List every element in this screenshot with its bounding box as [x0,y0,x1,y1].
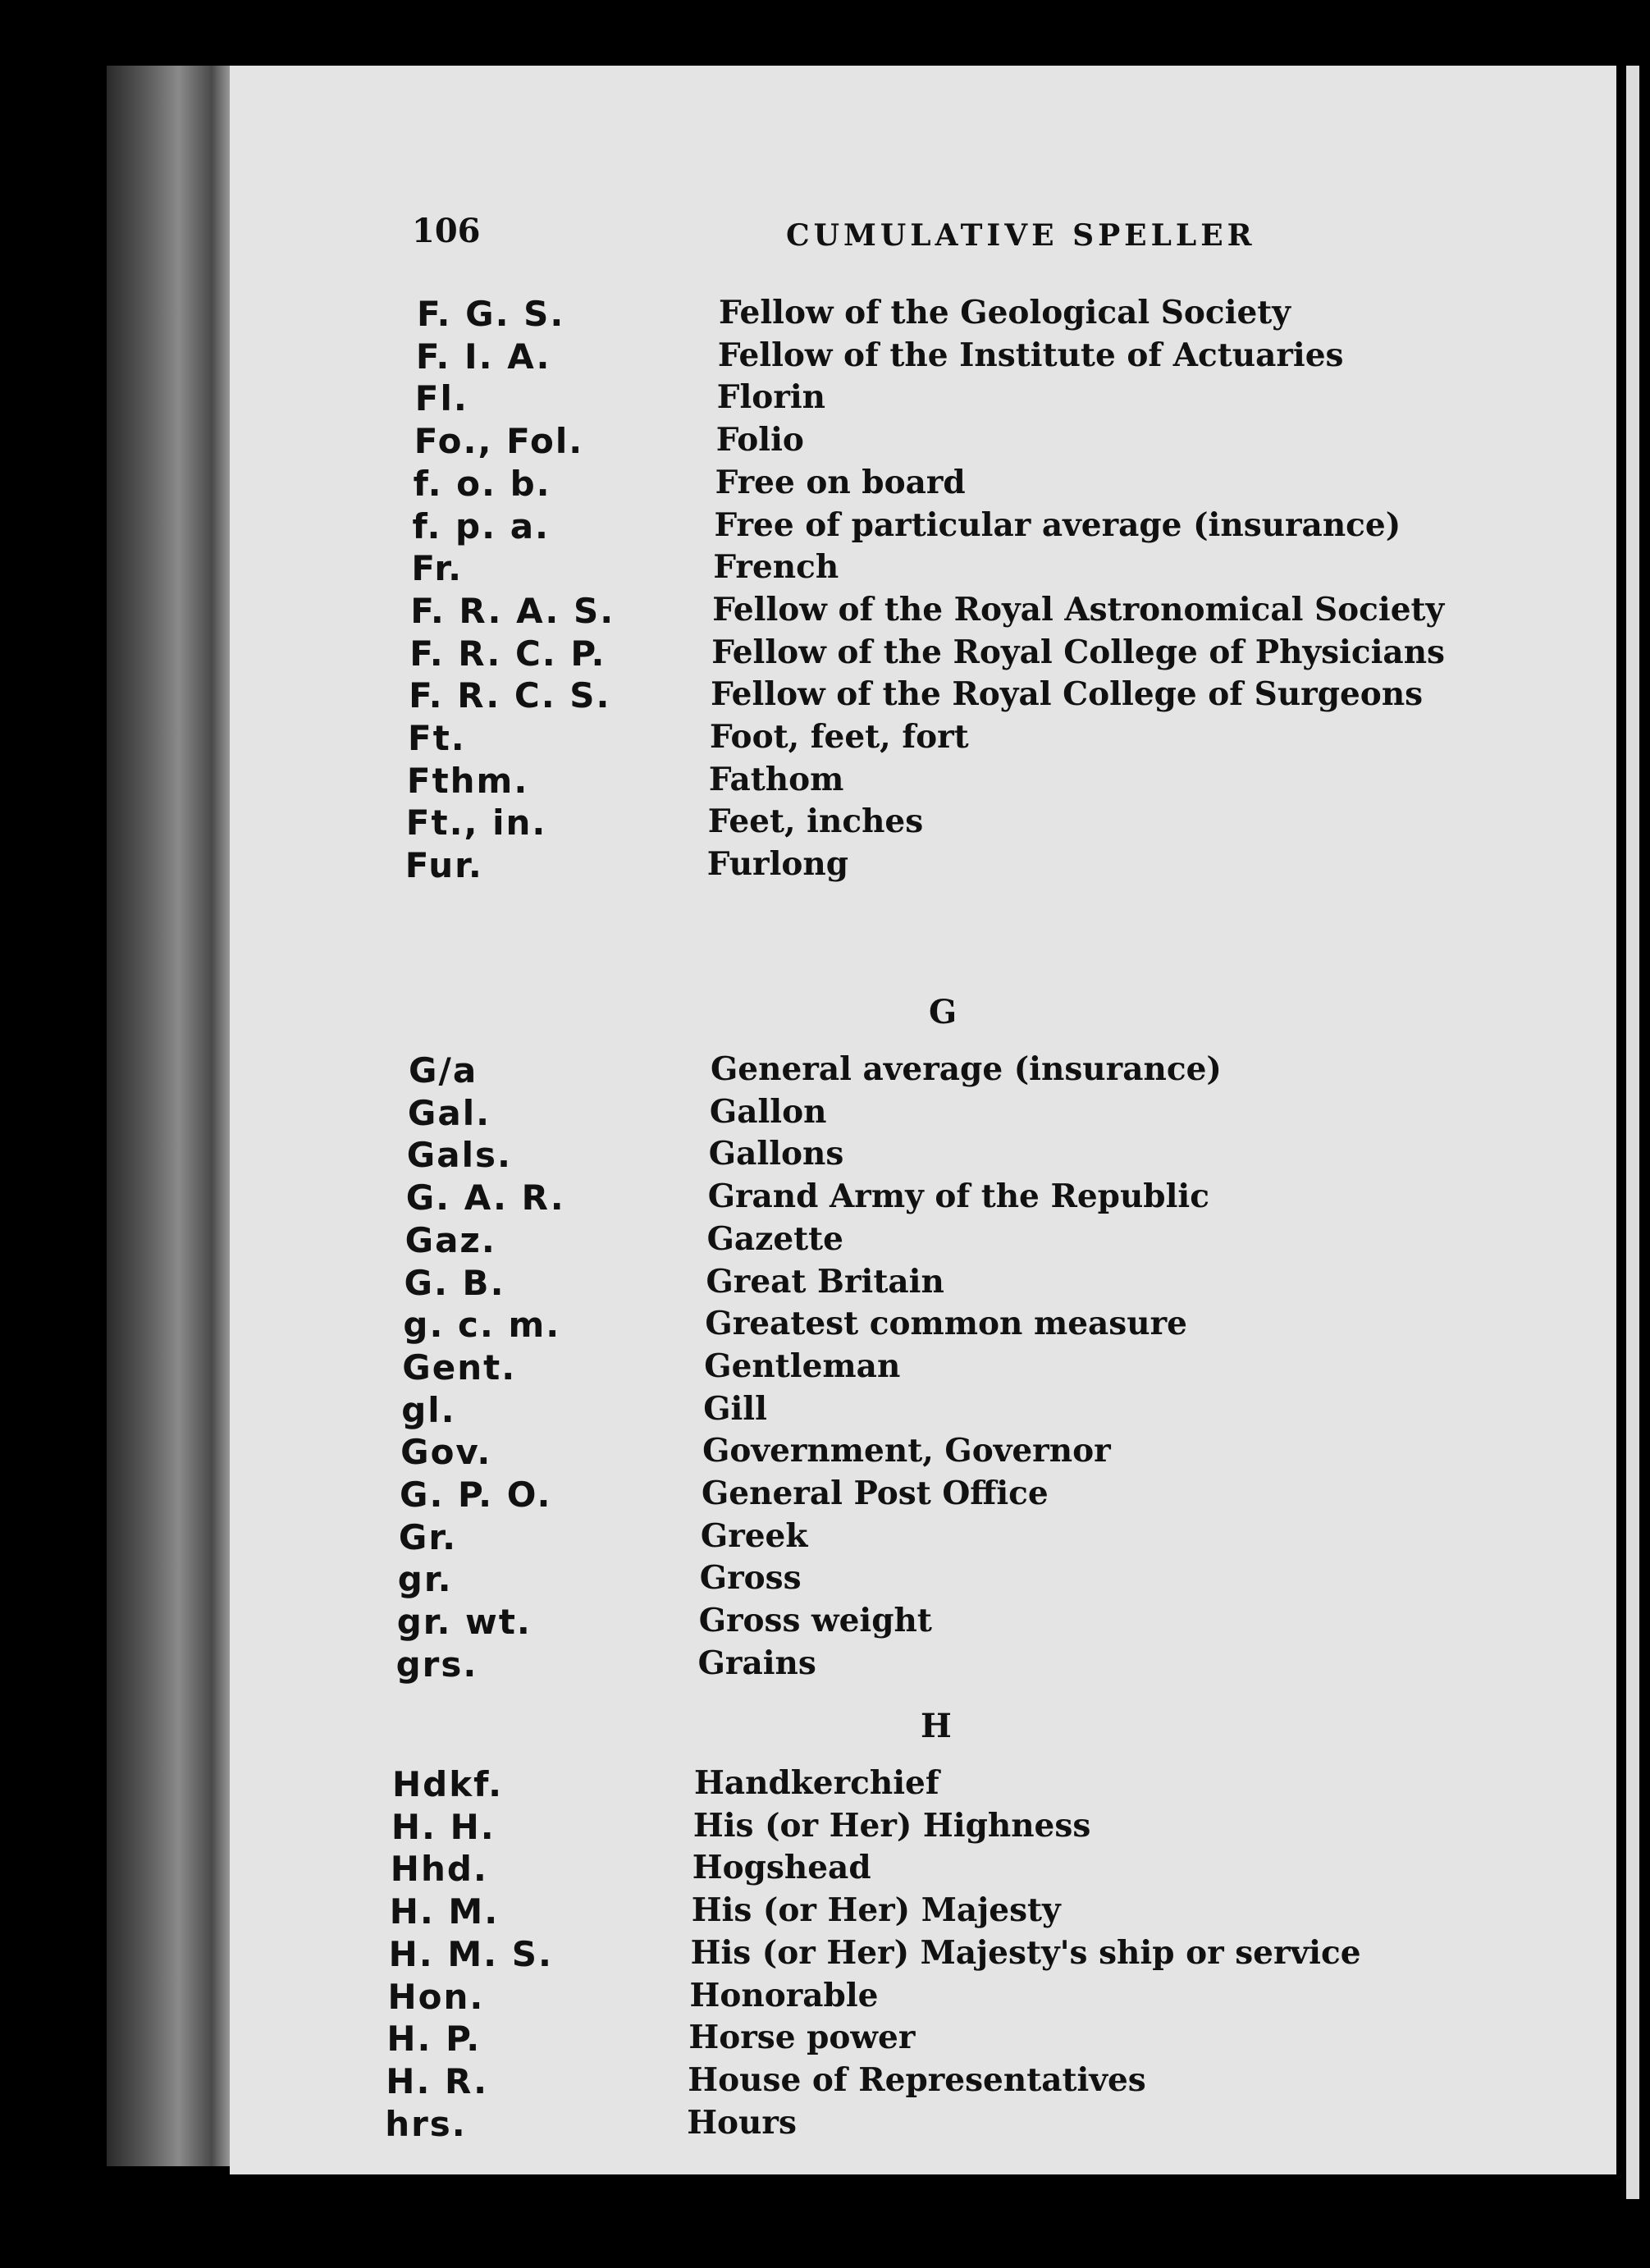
abbreviation: G. B. [404,1262,505,1303]
abbreviation: Gr. [398,1516,458,1557]
book-page [230,66,1616,2174]
list-item [405,1263,1471,1305]
list-item [403,1305,1469,1347]
list-item [411,548,1478,591]
abbreviation-meaning: Folio [715,421,804,460]
abbreviation-meaning: Feet, inches [707,802,924,841]
abbreviation-meaning: Honorable [689,1976,879,2014]
list-item [407,761,1474,803]
abbreviation: Ft. [408,718,466,758]
abbreviation: Gal. [407,1092,491,1133]
abbreviation-meaning: Free on board [715,463,966,501]
abbreviation-meaning: General average (insurance) [711,1050,1222,1088]
abbreviation: hrs. [385,2103,467,2144]
abbreviation-meaning: His (or Her) Majesty's ship or service [690,1933,1361,1972]
list-item [414,421,1481,464]
abbreviation-meaning: Gallon [709,1092,827,1131]
abbreviation: gl. [401,1389,456,1430]
list-item [417,294,1483,336]
abbreviation: F. R. C. S. [409,675,611,716]
abbreviation-meaning: Foot, feet, fort [710,718,969,756]
list-item [399,1517,1465,1560]
abbreviation: f. p. a. [412,505,550,546]
abbreviation: F. R. C. P. [409,633,606,674]
abbreviation-meaning: His (or Her) Majesty [691,1891,1061,1930]
list-item [408,718,1474,761]
list-item [402,1347,1469,1390]
list-item [409,633,1476,676]
abbreviation-meaning: Gross weight [698,1602,932,1640]
list-item [405,1220,1472,1263]
abbreviation: Gent. [402,1347,517,1388]
abbreviation-meaning: Free of particular average (insurance) [714,505,1401,544]
abbreviation-meaning: His (or Her) Highness [692,1806,1091,1845]
list-item [408,1093,1474,1136]
abbreviation-meaning: Gentleman [704,1347,901,1385]
list-item [390,1891,1456,1934]
abbreviation: f. o. b. [413,463,551,504]
abbreviation-meaning: Fellow of the Royal College of Surgeons [711,675,1424,714]
list-item [397,1602,1464,1644]
abbreviation-meaning: Fellow of the Geological Society [719,294,1291,332]
abbreviation: gr. wt. [396,1602,532,1643]
abbreviation: Hhd. [390,1849,488,1890]
list-item [400,1475,1466,1517]
abbreviation: Gaz. [405,1219,496,1260]
abbreviation: H. P. [386,2019,482,2060]
abbreviation-meaning: Grand Army of the Republic [707,1177,1209,1216]
list-item [406,802,1473,845]
page-edge [1626,66,1639,2199]
abbreviation: Fthm. [406,760,529,801]
list-item [410,591,1477,633]
list-item [386,2061,1452,2104]
list-item [407,1135,1474,1177]
abbreviation-meaning: Greek [700,1516,808,1555]
abbreviation-meaning: Fellow of the Institute of Actuaries [717,336,1344,374]
abbreviation: gr. [397,1559,453,1600]
list-item [391,1807,1458,1850]
list-item [389,1934,1456,1977]
abbreviation-meaning: Grains [697,1644,816,1682]
list-item [388,1977,1455,2019]
abbreviation: Fo., Fol. [414,421,584,462]
abbreviation-meaning: Horse power [688,2019,916,2057]
abbreviation-meaning: French [713,548,839,587]
list-item [414,464,1480,506]
list-item [415,378,1482,421]
abbreviation: Gals. [406,1135,512,1176]
abbreviation: Hdkf. [392,1764,504,1804]
abbreviation: G. P. O. [400,1475,552,1515]
abbreviation: Fr. [411,548,464,589]
book-spine [107,66,238,2166]
abbreviation: H. R. [386,2060,489,2101]
abbreviation-meaning: Fellow of the Royal Astronomical Society [712,590,1445,629]
abbreviation-meaning: Government, Governor [702,1432,1111,1470]
abbreviation-meaning: Gill [703,1389,767,1428]
list-item [398,1559,1465,1602]
abbreviation-meaning: Gallons [708,1135,844,1173]
abbreviation: H. H. [391,1806,496,1847]
list-item [396,1644,1463,1687]
abbreviation: g. c. m. [403,1305,561,1346]
abbreviation-meaning: Hogshead [692,1849,871,1887]
list-item [409,1050,1475,1093]
abbreviation-meaning: Florin [716,378,826,417]
abbreviation: Hon. [387,1976,485,2017]
abbreviation-meaning: Furlong [706,845,849,884]
section-letter-h: H [921,1707,952,1745]
abbreviation: G/a [409,1050,478,1091]
abbreviation-meaning: Gross [699,1559,802,1598]
abbreviation: F. G. S. [417,294,565,334]
abbreviation: Fur. [405,845,483,886]
abbreviation-meaning: Great Britain [706,1262,944,1301]
abbreviation-meaning: General Post Office [702,1475,1049,1512]
abbreviation-meaning: Hours [687,2103,797,2142]
abbreviation: H. M. [389,1891,500,1932]
list-item [416,336,1483,379]
abbreviation-meaning: Fellow of the Royal College of Physicians [711,633,1446,671]
abbreviation: H. M. S. [388,1933,553,1974]
list-item [413,506,1479,549]
abbreviation: G. A. R. [405,1177,565,1219]
running-head: CUMULATIVE SPELLER [786,218,1256,253]
section-letter-g: G [929,993,958,1031]
page-number: 106 [412,212,481,250]
abbreviation: Ft., in. [405,802,547,844]
list-item [400,1432,1467,1475]
abbreviation: Fl. [414,378,468,419]
abbreviation-meaning: Greatest common measure [705,1305,1187,1343]
list-item [409,675,1475,718]
abbreviation-meaning: Gazette [706,1219,843,1258]
list-item [406,1177,1473,1220]
abbreviation: F. I. A. [415,336,551,377]
list-item [401,1390,1468,1433]
abbreviation-meaning: Handkerchief [694,1764,939,1802]
list-item [405,845,1472,888]
abbreviation: Gov. [400,1432,492,1473]
list-item [391,1849,1457,1891]
abbreviation-meaning: Fathom [708,760,844,798]
abbreviation-meaning: House of Representatives [688,2060,1146,2099]
list-item [385,2104,1451,2147]
list-item [392,1764,1459,1807]
abbreviation: grs. [395,1644,478,1685]
abbreviation: F. R. A. S. [410,590,615,631]
list-item [386,2019,1453,2061]
